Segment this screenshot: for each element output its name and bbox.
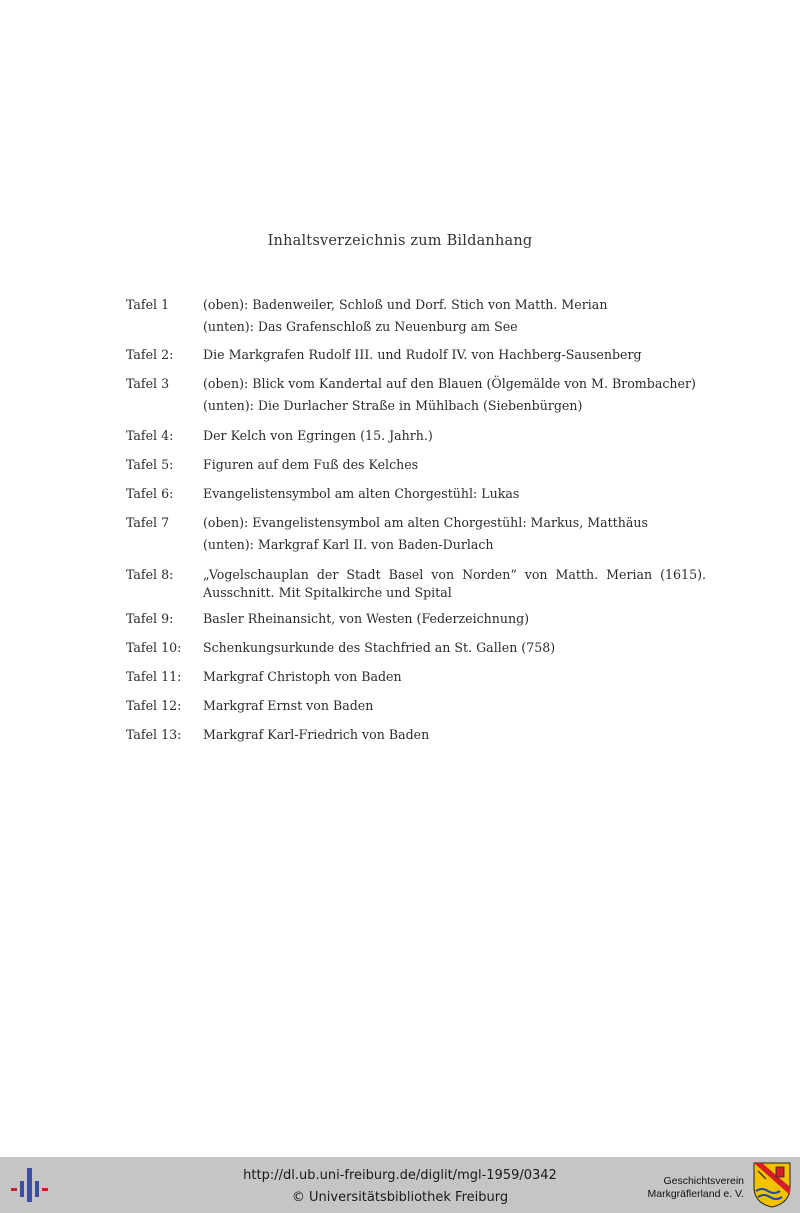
plate-label: Tafel 12: (126, 698, 182, 713)
plate-label: Tafel 13: (126, 727, 182, 742)
entry-text: Markgraf Christoph von Baden (203, 669, 402, 684)
entry-text: Markgraf Karl-Friedrich von Baden (203, 727, 430, 742)
entry-text: (unten): Das Grafenschloß zu Neuenburg am See (203, 319, 518, 334)
plate-label: Tafel 2: (126, 347, 174, 362)
plate-label: Tafel 4: (126, 428, 174, 443)
entry-text: Figuren auf dem Fuß des Kelches (203, 457, 419, 472)
plate-label: Tafel 9: (126, 611, 174, 626)
entry-text: Die Markgrafen Rudolf III. und Rudolf IV. von Hachberg-Sausenberg (203, 347, 642, 362)
entry-text: Markgraf Ernst von Baden (203, 698, 374, 713)
plate-label: Tafel 5: (126, 457, 174, 472)
entry-text: Schenkungsurkunde des Stachfried an St. Gallen (758) (203, 640, 556, 655)
entry-text: (oben): Evangelistensymbol am alten Chorgestühl: Markus, Matthäus (203, 515, 648, 530)
entry-text: Der Kelch von Egringen (15. Jahrh.) (203, 428, 433, 443)
plate-label: Tafel 1 (126, 297, 170, 312)
plate-label: Tafel 6: (126, 486, 174, 501)
entry-text: (oben): Badenweiler, Schloß und Dorf. Stich von Matth. Merian (203, 297, 608, 312)
entry-text: (oben): Blick vom Kandertal auf den Blauen (Ölgemälde von M. Brombacher) (203, 376, 696, 391)
entry-text: Basler Rheinansicht, von Westen (Federzeichnung) (203, 611, 530, 626)
page-heading: Inhaltsverzeichnis zum Bildanhang (267, 233, 533, 249)
society-name[interactable] (612, 1175, 744, 1201)
footer-bar (0, 1157, 800, 1213)
plate-label: Tafel 11: (126, 669, 182, 684)
permalink-url[interactable]: http://dl.ub.uni-freiburg.de/diglit/mgl-1959/0342 (243, 1168, 557, 1183)
plate-label: Tafel 7 (126, 515, 170, 530)
entry-text: Evangelistensymbol am alten Chorgestühl: Lukas (203, 486, 520, 501)
copyright-notice: © Universitätsbibliothek Freiburg (291, 1190, 509, 1205)
entry-text: „Vogelschauplan der Stadt Basel von Norden“ von Matth. Merian (1615). (203, 567, 706, 582)
entry-text: Ausschnitt. Mit Spitalkirche und Spital (203, 585, 452, 600)
coat-of-arms-icon[interactable] (752, 1161, 792, 1209)
entry-text: (unten): Markgraf Karl II. von Baden-Durlach (203, 537, 494, 552)
plate-label: Tafel 3 (126, 376, 170, 391)
society-name-line: Markgräflerland e. V. (647, 1188, 744, 1200)
plate-label: Tafel 10: (126, 640, 182, 655)
plate-label: Tafel 8: (126, 567, 174, 582)
entry-text: (unten): Die Durlacher Straße in Mühlbach (Siebenbürgen) (203, 398, 583, 413)
society-name-line: Geschichtsverein (663, 1175, 744, 1187)
